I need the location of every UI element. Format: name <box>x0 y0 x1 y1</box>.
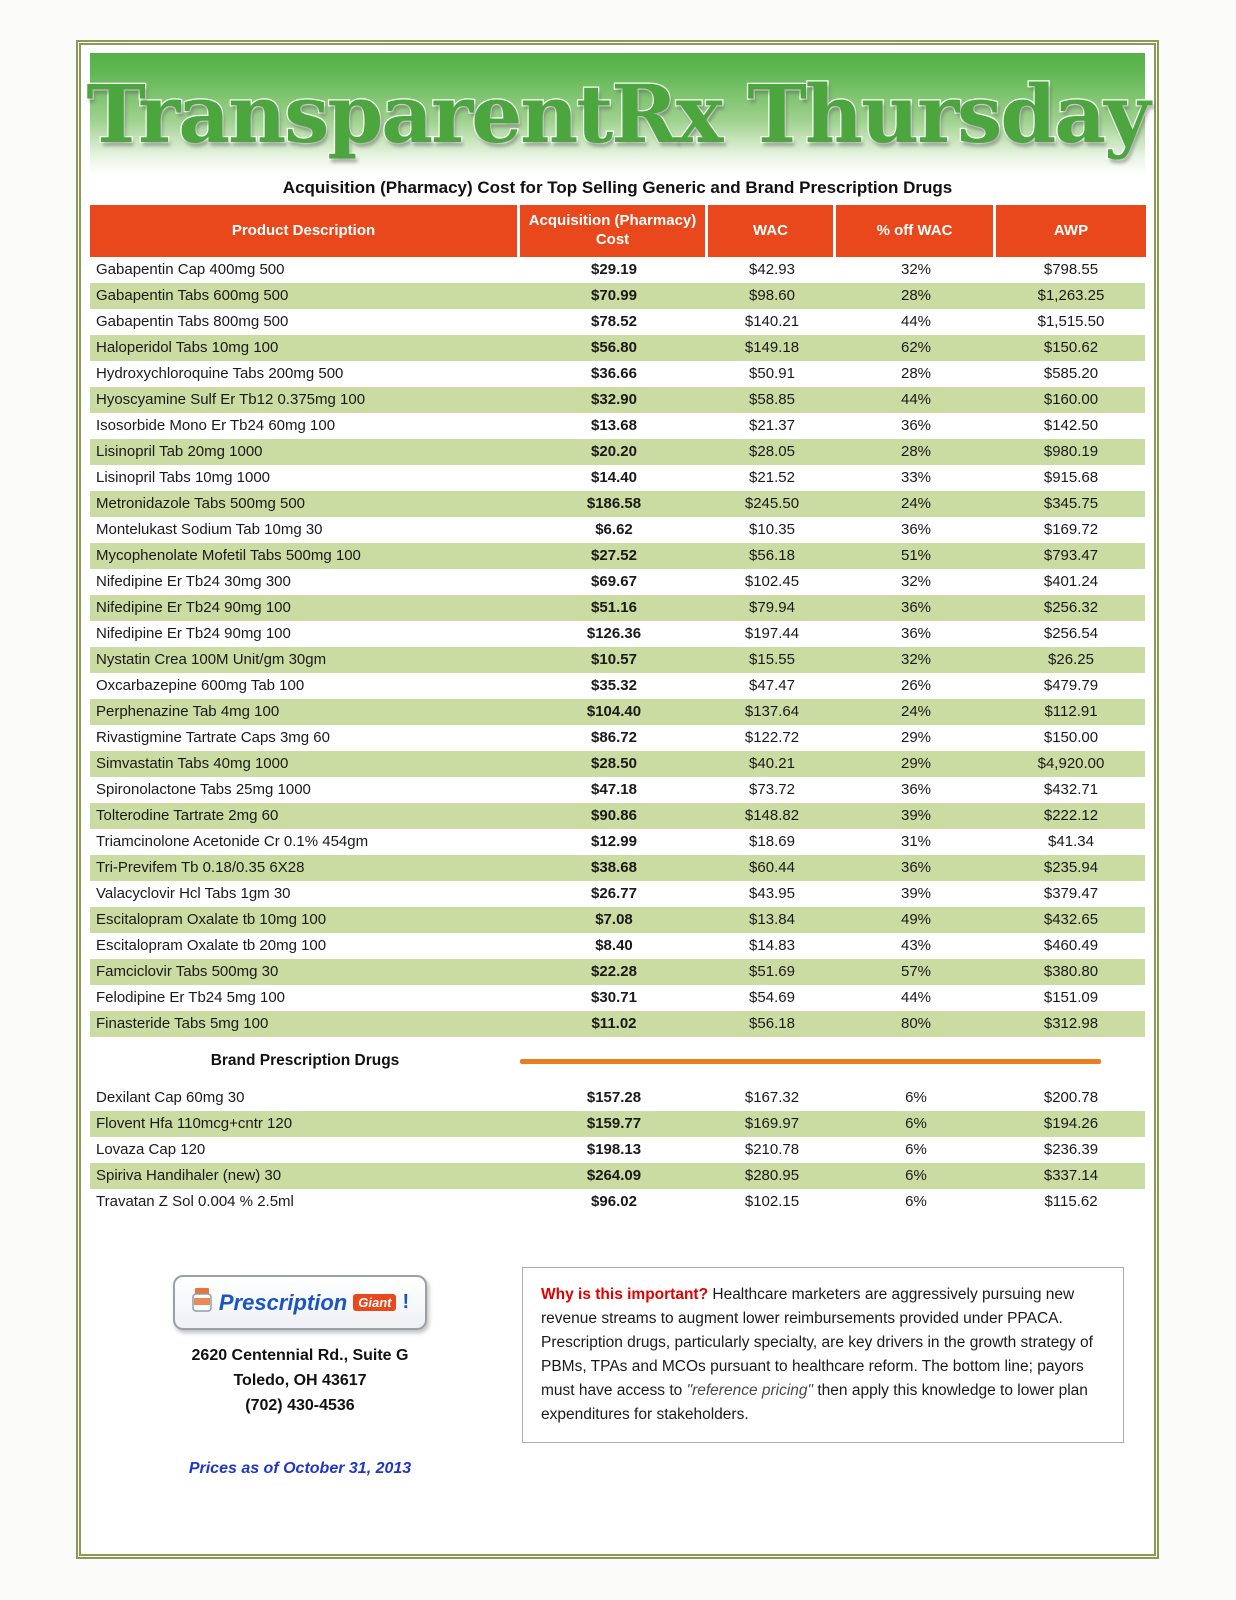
pct-off-wac-cell: 36% <box>900 599 932 616</box>
acquisition-cost-cell: $78.52 <box>591 313 637 330</box>
wac-cell: $169.97 <box>744 1115 800 1132</box>
table-row <box>90 335 1145 361</box>
wac-cell: $15.55 <box>749 651 795 668</box>
awp-cell: $194.26 <box>1043 1115 1099 1132</box>
pct-off-wac-cell: 39% <box>900 885 932 902</box>
product-cell: Nifedipine Er Tb24 90mg 100 <box>96 625 291 642</box>
page-title: TransparentRx Thursday <box>86 67 1149 161</box>
awp-cell: $585.20 <box>1043 365 1099 382</box>
acquisition-cost-cell: $198.13 <box>586 1141 642 1158</box>
product-cell: Lisinopril Tab 20mg 1000 <box>96 443 263 460</box>
product-cell: Tri-Previfem Tb 0.18/0.35 6X28 <box>96 859 305 876</box>
pct-off-wac-cell: 28% <box>900 443 932 460</box>
acquisition-cost-cell: $30.71 <box>591 989 637 1006</box>
pct-off-wac-cell: 6% <box>905 1141 927 1158</box>
table-row <box>90 517 1145 543</box>
acquisition-cost-cell: $70.99 <box>591 287 637 304</box>
acquisition-cost-cell: $104.40 <box>586 703 642 720</box>
table-row <box>90 1085 1145 1111</box>
pct-off-wac-cell: 44% <box>900 313 932 330</box>
acquisition-cost-cell: $159.77 <box>586 1115 642 1132</box>
awp-cell: $479.79 <box>1043 677 1099 694</box>
table-row <box>90 725 1145 751</box>
wac-cell: $280.95 <box>744 1167 800 1184</box>
table-row <box>90 907 1145 933</box>
awp-cell: $151.09 <box>1043 989 1099 1006</box>
pct-off-wac-cell: 31% <box>900 833 932 850</box>
acquisition-cost-cell: $7.08 <box>595 911 633 928</box>
product-cell: Flovent Hfa 110mcg+cntr 120 <box>96 1115 293 1132</box>
wac-cell: $47.47 <box>749 677 795 694</box>
wac-cell: $43.95 <box>749 885 795 902</box>
awp-cell: $26.25 <box>1048 651 1094 668</box>
wac-cell: $73.72 <box>749 781 795 798</box>
awp-cell: $337.14 <box>1043 1167 1099 1184</box>
acquisition-cost-cell: $35.32 <box>591 677 637 694</box>
acquisition-cost-cell: $69.67 <box>591 573 637 590</box>
acquisition-cost-cell: $14.40 <box>591 469 637 486</box>
product-cell: Lovaza Cap 120 <box>96 1141 206 1158</box>
generic-rows <box>90 257 1145 1037</box>
awp-cell: $160.00 <box>1043 391 1099 408</box>
product-cell: Hydroxychloroquine Tabs 200mg 500 <box>96 365 344 382</box>
pct-off-wac-cell: 43% <box>900 937 932 954</box>
table-row <box>90 1111 1145 1137</box>
product-cell: Mycophenolate Mofetil Tabs 500mg 100 <box>96 547 361 564</box>
acquisition-cost-cell: $51.16 <box>591 599 637 616</box>
wac-cell: $149.18 <box>744 339 800 356</box>
product-cell: Famciclovir Tabs 500mg 30 <box>96 963 279 980</box>
product-cell: Nifedipine Er Tb24 30mg 300 <box>96 573 291 590</box>
wac-cell: $197.44 <box>744 625 800 642</box>
product-cell: Tolterodine Tartrate 2mg 60 <box>96 807 279 824</box>
product-cell: Haloperidol Tabs 10mg 100 <box>96 339 279 356</box>
table-row <box>90 361 1145 387</box>
product-cell: Dexilant Cap 60mg 30 <box>96 1089 245 1106</box>
awp-cell: $4,920.00 <box>1037 755 1105 772</box>
logo-text-giant: Giant <box>353 1294 396 1311</box>
product-cell: Spiriva Handihaler (new) 30 <box>96 1167 282 1184</box>
awp-cell: $150.62 <box>1043 339 1099 356</box>
wac-cell: $28.05 <box>749 443 795 460</box>
awp-cell: $793.47 <box>1043 547 1099 564</box>
address-line-1: 2620 Centennial Rd., Suite G <box>191 1347 409 1364</box>
awp-cell: $980.19 <box>1043 443 1099 460</box>
pct-off-wac-cell: 57% <box>900 963 932 980</box>
product-cell: Gabapentin Cap 400mg 500 <box>96 261 285 278</box>
product-cell: Escitalopram Oxalate tb 20mg 100 <box>96 937 327 954</box>
table-row <box>90 1189 1145 1215</box>
header-pct-off-wac: % off WAC <box>836 205 996 257</box>
pct-off-wac-cell: 6% <box>905 1115 927 1132</box>
pct-off-wac-cell: 24% <box>900 703 932 720</box>
wac-cell: $79.94 <box>749 599 795 616</box>
table-row <box>90 673 1145 699</box>
wac-cell: $54.69 <box>749 989 795 1006</box>
product-cell: Perphenazine Tab 4mg 100 <box>96 703 280 720</box>
product-cell: Travatan Z Sol 0.004 % 2.5ml <box>96 1193 294 1210</box>
pct-off-wac-cell: 51% <box>900 547 932 564</box>
awp-cell: $312.98 <box>1043 1015 1099 1032</box>
acquisition-cost-cell: $13.68 <box>591 417 637 434</box>
acquisition-cost-cell: $186.58 <box>586 495 642 512</box>
acquisition-cost-cell: $157.28 <box>586 1089 642 1106</box>
pct-off-wac-cell: 6% <box>905 1167 927 1184</box>
table-row <box>90 543 1145 569</box>
acquisition-cost-cell: $22.28 <box>591 963 637 980</box>
address-line-2: Toledo, OH 43617 <box>233 1371 367 1389</box>
wac-cell: $245.50 <box>744 495 800 512</box>
brand-section-divider-line <box>520 1059 1101 1064</box>
product-cell: Escitalopram Oxalate tb 10mg 100 <box>96 911 327 928</box>
pct-off-wac-cell: 39% <box>900 807 932 824</box>
awp-cell: $112.91 <box>1044 703 1098 720</box>
product-cell: Spironolactone Tabs 25mg 1000 <box>96 781 311 798</box>
awp-cell: $115.62 <box>1044 1193 1098 1210</box>
table-row <box>90 413 1145 439</box>
pct-off-wac-cell: 80% <box>900 1015 932 1032</box>
acquisition-cost-cell: $90.86 <box>591 807 637 824</box>
product-cell: Lisinopril Tabs 10mg 1000 <box>96 469 271 486</box>
brand-rows <box>90 1085 1145 1215</box>
pct-off-wac-cell: 28% <box>900 287 932 304</box>
why-important-body-1: Healthcare marketers are aggressively pursuing new revenue streams to augment lower reimbursements provided under PPACA. Prescription drugs, particularly specialty, are key drivers in the growth strategy of PBMs, TPAs and MCOs pursuant to healthcare reform. The bottom line; payors must have access to <box>541 1286 1093 1400</box>
table-row <box>90 595 1145 621</box>
wac-cell: $137.64 <box>744 703 800 720</box>
awp-cell: $142.50 <box>1043 417 1099 434</box>
wac-cell: $210.78 <box>744 1141 800 1158</box>
acquisition-cost-cell: $96.02 <box>591 1193 637 1210</box>
acquisition-cost-cell: $10.57 <box>591 651 637 668</box>
product-cell: Valacyclovir Hcl Tabs 1gm 30 <box>96 885 291 902</box>
awp-cell: $379.47 <box>1043 885 1099 902</box>
pct-off-wac-cell: 29% <box>900 755 932 772</box>
pct-off-wac-cell: 29% <box>900 729 932 746</box>
wac-cell: $58.85 <box>749 391 795 408</box>
wac-cell: $21.37 <box>749 417 795 434</box>
brand-section-label: Brand Prescription Drugs <box>210 1052 400 1069</box>
pct-off-wac-cell: 36% <box>900 521 932 538</box>
awp-cell: $915.68 <box>1043 469 1099 486</box>
awp-cell: $235.94 <box>1043 859 1099 876</box>
table-row <box>90 855 1145 881</box>
awp-cell: $256.54 <box>1043 625 1099 642</box>
why-important-box <box>522 1267 1124 1443</box>
pct-off-wac-cell: 44% <box>900 391 932 408</box>
page-frame <box>76 40 1159 1559</box>
acquisition-cost-cell: $264.09 <box>586 1167 642 1184</box>
table-row <box>90 387 1145 413</box>
pct-off-wac-cell: 6% <box>905 1089 927 1106</box>
pct-off-wac-cell: 36% <box>900 625 932 642</box>
product-cell: Nystatin Crea 100M Unit/gm 30gm <box>96 651 327 668</box>
table-row <box>90 309 1145 335</box>
pct-off-wac-cell: 33% <box>900 469 932 486</box>
table-row <box>90 465 1145 491</box>
wac-cell: $102.15 <box>744 1193 800 1210</box>
wac-cell: $140.21 <box>744 313 800 330</box>
awp-cell: $200.78 <box>1043 1089 1099 1106</box>
wac-cell: $60.44 <box>749 859 795 876</box>
pct-off-wac-cell: 24% <box>900 495 932 512</box>
product-cell: Hyoscyamine Sulf Er Tb12 0.375mg 100 <box>96 391 366 408</box>
awp-cell: $150.00 <box>1043 729 1099 746</box>
table-row <box>90 1137 1145 1163</box>
pct-off-wac-cell: 49% <box>900 911 932 928</box>
pill-bottle-icon <box>191 1287 213 1318</box>
page-subtitle: Acquisition (Pharmacy) Cost for Top Selling Generic and Brand Prescription Drugs <box>282 178 953 197</box>
header-wac: WAC <box>708 205 836 257</box>
footer <box>90 1267 1145 1478</box>
pct-off-wac-cell: 6% <box>905 1193 927 1210</box>
awp-cell: $1,515.50 <box>1037 313 1105 330</box>
table-row <box>90 881 1145 907</box>
wac-cell: $40.21 <box>749 755 795 772</box>
why-important-body-2: then apply this knowledge to lower plan expenditures for stakeholders. <box>541 1382 1088 1424</box>
header-banner <box>86 53 1149 175</box>
table-row <box>90 699 1145 725</box>
acquisition-cost-cell: $47.18 <box>591 781 637 798</box>
pct-off-wac-cell: 32% <box>900 573 932 590</box>
wac-cell: $21.52 <box>749 469 795 486</box>
wac-cell: $50.91 <box>749 365 795 382</box>
wac-cell: $18.69 <box>749 833 795 850</box>
table-row <box>90 777 1145 803</box>
wac-cell: $56.18 <box>749 1015 795 1032</box>
awp-cell: $798.55 <box>1043 261 1099 278</box>
address-block <box>90 1344 510 1418</box>
awp-cell: $41.34 <box>1048 833 1094 850</box>
table-row <box>90 1163 1145 1189</box>
awp-cell: $432.65 <box>1043 911 1099 928</box>
table-row <box>90 933 1145 959</box>
product-cell: Triamcinolone Acetonide Cr 0.1% 454gm <box>96 833 369 850</box>
table-row <box>90 647 1145 673</box>
table-row <box>90 829 1145 855</box>
acquisition-cost-cell: $27.52 <box>591 547 637 564</box>
awp-cell: $236.39 <box>1043 1141 1099 1158</box>
pct-off-wac-cell: 32% <box>900 651 932 668</box>
pct-off-wac-cell: 62% <box>900 339 932 356</box>
prescription-giant-logo <box>173 1275 427 1330</box>
wac-cell: $51.69 <box>749 963 795 980</box>
header-product-description: Product Description <box>90 205 520 257</box>
logo-text-exclamation: ! <box>402 1291 410 1313</box>
wac-cell: $122.72 <box>744 729 800 746</box>
product-cell: Isosorbide Mono Er Tb24 60mg 100 <box>96 417 336 434</box>
wac-cell: $167.32 <box>744 1089 800 1106</box>
wac-cell: $10.35 <box>749 521 795 538</box>
awp-cell: $256.32 <box>1043 599 1099 616</box>
product-cell: Rivastigmine Tartrate Caps 3mg 60 <box>96 729 330 746</box>
footer-contact-block <box>90 1267 510 1478</box>
acquisition-cost-cell: $56.80 <box>591 339 637 356</box>
product-cell: Felodipine Er Tb24 5mg 100 <box>96 989 286 1006</box>
product-cell: Oxcarbazepine 600mg Tab 100 <box>96 677 305 694</box>
awp-cell: $1,263.25 <box>1037 287 1105 304</box>
wac-cell: $14.83 <box>749 937 795 954</box>
awp-cell: $401.24 <box>1043 573 1099 590</box>
awp-cell: $222.12 <box>1043 807 1099 824</box>
phone-number: (702) 430-4536 <box>245 1396 355 1414</box>
table-row <box>90 491 1145 517</box>
wac-cell: $148.82 <box>744 807 800 824</box>
table-row <box>90 1011 1145 1037</box>
product-cell: Simvastatin Tabs 40mg 1000 <box>96 755 289 772</box>
acquisition-cost-cell: $8.40 <box>595 937 633 954</box>
table-row <box>90 959 1145 985</box>
product-cell: Finasteride Tabs 5mg 100 <box>96 1015 269 1032</box>
product-cell: Montelukast Sodium Tab 10mg 30 <box>96 521 323 538</box>
acquisition-cost-cell: $28.50 <box>591 755 637 772</box>
acquisition-cost-cell: $32.90 <box>591 391 637 408</box>
pct-off-wac-cell: 32% <box>900 261 932 278</box>
product-cell: Gabapentin Tabs 800mg 500 <box>96 313 289 330</box>
header-acquisition-cost: Acquisition (Pharmacy) Cost <box>520 205 708 257</box>
pct-off-wac-cell: 28% <box>900 365 932 382</box>
table-header <box>90 205 1145 257</box>
awp-cell: $432.71 <box>1043 781 1099 798</box>
awp-cell: $380.80 <box>1043 963 1099 980</box>
acquisition-cost-cell: $6.62 <box>595 521 633 538</box>
acquisition-cost-cell: $11.02 <box>591 1015 637 1032</box>
logo-text-prescription: Prescription <box>218 1289 348 1315</box>
product-cell: Nifedipine Er Tb24 90mg 100 <box>96 599 291 616</box>
table-row <box>90 751 1145 777</box>
acquisition-cost-cell: $26.77 <box>591 885 637 902</box>
pct-off-wac-cell: 36% <box>900 781 932 798</box>
product-cell: Metronidazole Tabs 500mg 500 <box>96 495 306 512</box>
acquisition-cost-cell: $86.72 <box>591 729 637 746</box>
wac-cell: $102.45 <box>744 573 800 590</box>
pct-off-wac-cell: 44% <box>900 989 932 1006</box>
table-row <box>90 569 1145 595</box>
why-important-title: Why is this important? <box>541 1286 709 1303</box>
awp-cell: $169.72 <box>1043 521 1099 538</box>
wac-cell: $13.84 <box>749 911 795 928</box>
table-row <box>90 257 1145 283</box>
wac-cell: $42.93 <box>749 261 795 278</box>
acquisition-cost-cell: $12.99 <box>591 833 637 850</box>
table-row <box>90 439 1145 465</box>
acquisition-cost-cell: $38.68 <box>591 859 637 876</box>
table-row <box>90 803 1145 829</box>
table-row <box>90 621 1145 647</box>
wac-cell: $56.18 <box>749 547 795 564</box>
reference-pricing-quote: "reference pricing" <box>686 1382 814 1400</box>
acquisition-cost-cell: $126.36 <box>586 625 642 642</box>
prices-as-of-note: Prices as of October 31, 2013 <box>188 1460 412 1478</box>
acquisition-cost-cell: $29.19 <box>591 261 637 278</box>
wac-cell: $98.60 <box>749 287 795 304</box>
product-cell: Gabapentin Tabs 600mg 500 <box>96 287 289 304</box>
table-row <box>90 283 1145 309</box>
pct-off-wac-cell: 36% <box>900 859 932 876</box>
table-row <box>90 985 1145 1011</box>
acquisition-cost-cell: $20.20 <box>591 443 637 460</box>
brand-section-row <box>90 1046 1145 1076</box>
pct-off-wac-cell: 36% <box>900 417 932 434</box>
awp-cell: $345.75 <box>1043 495 1099 512</box>
awp-cell: $460.49 <box>1043 937 1099 954</box>
acquisition-cost-cell: $36.66 <box>591 365 637 382</box>
header-awp: AWP <box>996 205 1146 257</box>
pct-off-wac-cell: 26% <box>900 677 932 694</box>
